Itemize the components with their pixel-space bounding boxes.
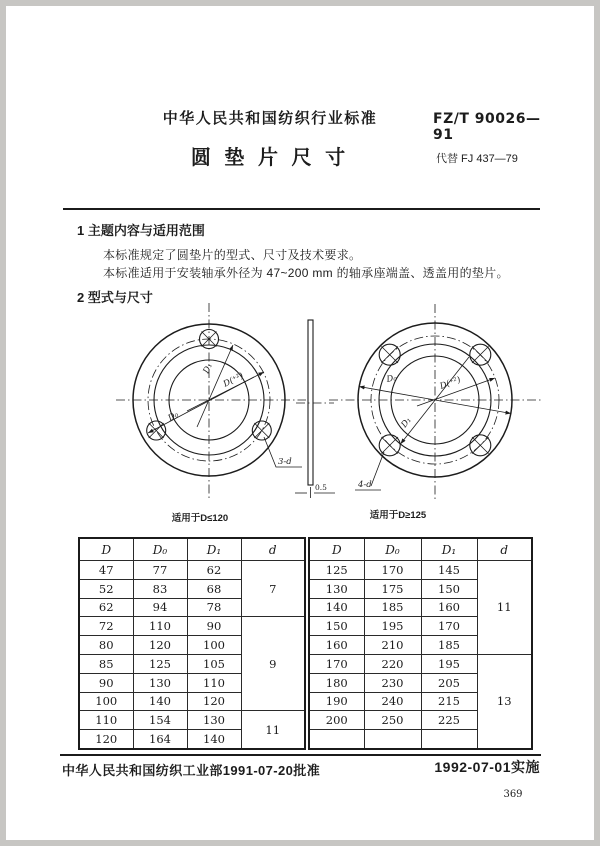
table-cell: 62 — [79, 598, 133, 617]
table-cell: 77 — [133, 561, 187, 580]
table-cell-d: 13 — [477, 654, 532, 748]
table-cell: 250 — [364, 711, 421, 730]
replaces-note: 代替 FJ 437—79 — [436, 153, 518, 165]
table-cell: 100 — [187, 636, 241, 655]
table-cell — [364, 730, 421, 749]
centerlines — [329, 304, 541, 500]
table-cell: 85 — [79, 654, 133, 673]
col-header-D0: D₀ — [133, 538, 187, 561]
table-cell — [309, 730, 364, 749]
col-header-D: D — [309, 538, 364, 561]
table-cell: 68 — [187, 579, 241, 598]
table-cell: 110 — [133, 617, 187, 636]
header-rule — [63, 208, 540, 210]
table-cell: 130 — [309, 579, 364, 598]
table-cell: 240 — [364, 692, 421, 711]
section-1-heading: 1 主题内容与适用范围 — [77, 223, 205, 238]
table-cell: 205 — [421, 673, 477, 692]
table-row — [309, 654, 532, 673]
table-cell: 160 — [421, 598, 477, 617]
dim-label-d: D(⁺²) — [438, 375, 463, 392]
table-cell: 185 — [364, 598, 421, 617]
table-row — [79, 617, 305, 636]
table-cell: 210 — [364, 636, 421, 655]
table-cell: 105 — [187, 654, 241, 673]
table-cell: 94 — [133, 598, 187, 617]
figure-gasket-3-holes — [104, 295, 314, 505]
table-cell: 150 — [421, 579, 477, 598]
figure-right-caption: 适用于D≥125 — [369, 510, 427, 521]
table-row — [79, 561, 305, 580]
dimension-table-right — [308, 537, 533, 750]
col-header-D1: D₁ — [421, 538, 477, 561]
table-cell-d: 11 — [477, 561, 532, 655]
table-cell: 195 — [364, 617, 421, 636]
table-row — [309, 561, 532, 580]
table-cell: 195 — [421, 654, 477, 673]
col-header-d: d — [477, 538, 532, 561]
table-cell: 225 — [421, 711, 477, 730]
dim-label-d1: D₁ — [201, 361, 215, 376]
table-cell: 120 — [79, 730, 133, 749]
dimension-tables — [78, 537, 533, 750]
table-cell: 220 — [364, 654, 421, 673]
table-cell: 164 — [133, 730, 187, 749]
table-cell: 120 — [187, 692, 241, 711]
standard-number: FZ/T 90026—91 — [433, 111, 541, 143]
dim-label-d1: D₁ — [399, 415, 414, 430]
dim-label-d0: D₀ — [166, 409, 181, 424]
dimension-lines — [148, 345, 264, 433]
table-cell: 62 — [187, 561, 241, 580]
col-header-D0: D₀ — [364, 538, 421, 561]
table-cell — [421, 730, 477, 749]
table-cell: 83 — [133, 579, 187, 598]
table-cell: 52 — [79, 579, 133, 598]
table-cell: 145 — [421, 561, 477, 580]
col-header-D1: D₁ — [187, 538, 241, 561]
table-cell: 125 — [133, 654, 187, 673]
table-cell: 170 — [364, 561, 421, 580]
figure-gasket-4-holes — [329, 294, 541, 506]
document-title: 圆 垫 片 尺 寸 — [190, 147, 350, 169]
table-cell: 90 — [187, 617, 241, 636]
thickness-label: 0.5 — [315, 483, 327, 492]
table-cell: 120 — [133, 636, 187, 655]
table-cell-d: 9 — [241, 617, 305, 711]
dim-label-d0: D₀ — [385, 373, 398, 385]
table-cell: 140 — [309, 598, 364, 617]
table-header-row — [309, 538, 532, 561]
table-cell-d: 7 — [241, 561, 305, 617]
table-cell: 47 — [79, 561, 133, 580]
table-cell: 215 — [421, 692, 477, 711]
dimension-table-left — [78, 537, 306, 750]
table-cell: 180 — [309, 673, 364, 692]
table-cell: 185 — [421, 636, 477, 655]
table-cell: 72 — [79, 617, 133, 636]
implementation-date: 1992-07-01实施 — [434, 759, 540, 775]
table-cell: 170 — [309, 654, 364, 673]
table-row — [79, 711, 305, 730]
figure-left-caption: 适用于D≤120 — [171, 513, 229, 524]
table-cell: 100 — [79, 692, 133, 711]
table-cell: 130 — [133, 673, 187, 692]
table-cell: 140 — [133, 692, 187, 711]
hole-count-label: 3-d — [278, 457, 292, 467]
table-cell: 230 — [364, 673, 421, 692]
standard-org-line: 中华人民共和国纺织行业标准 — [162, 110, 378, 127]
page-number: 369 — [503, 789, 523, 800]
col-header-d: d — [241, 538, 305, 561]
table-cell: 190 — [309, 692, 364, 711]
section-1-paragraph-1: 本标准规定了圆垫片的型式、尺寸及技术要求。 — [103, 248, 362, 262]
hole-count-label: 4-d — [358, 480, 372, 490]
table-header-row — [79, 538, 305, 561]
footer-rule — [60, 754, 541, 756]
table-cell: 154 — [133, 711, 187, 730]
table-cell: 110 — [187, 673, 241, 692]
dim-label-d: D(⁺²) — [221, 371, 246, 390]
centerlines — [116, 303, 306, 500]
table-cell: 140 — [187, 730, 241, 749]
table-cell: 200 — [309, 711, 364, 730]
table-cell: 170 — [421, 617, 477, 636]
hole-count-leader — [355, 452, 384, 490]
table-cell: 130 — [187, 711, 241, 730]
table-cell: 80 — [79, 636, 133, 655]
table-cell: 175 — [364, 579, 421, 598]
section-2-heading: 2 型式与尺寸 — [77, 290, 153, 305]
table-cell: 90 — [79, 673, 133, 692]
table-cell: 160 — [309, 636, 364, 655]
section-1-paragraph-2: 本标准适用于安装轴承外径为 47~200 mm 的轴承座端盖、透盖用的垫片。 — [103, 266, 509, 280]
table-cell: 110 — [79, 711, 133, 730]
approval-line: 中华人民共和国纺织工业部1991-07-20批准 — [62, 763, 321, 778]
col-header-D: D — [79, 538, 133, 561]
table-cell: 125 — [309, 561, 364, 580]
table-cell-d: 11 — [241, 711, 305, 749]
table-cell: 150 — [309, 617, 364, 636]
table-cell: 78 — [187, 598, 241, 617]
